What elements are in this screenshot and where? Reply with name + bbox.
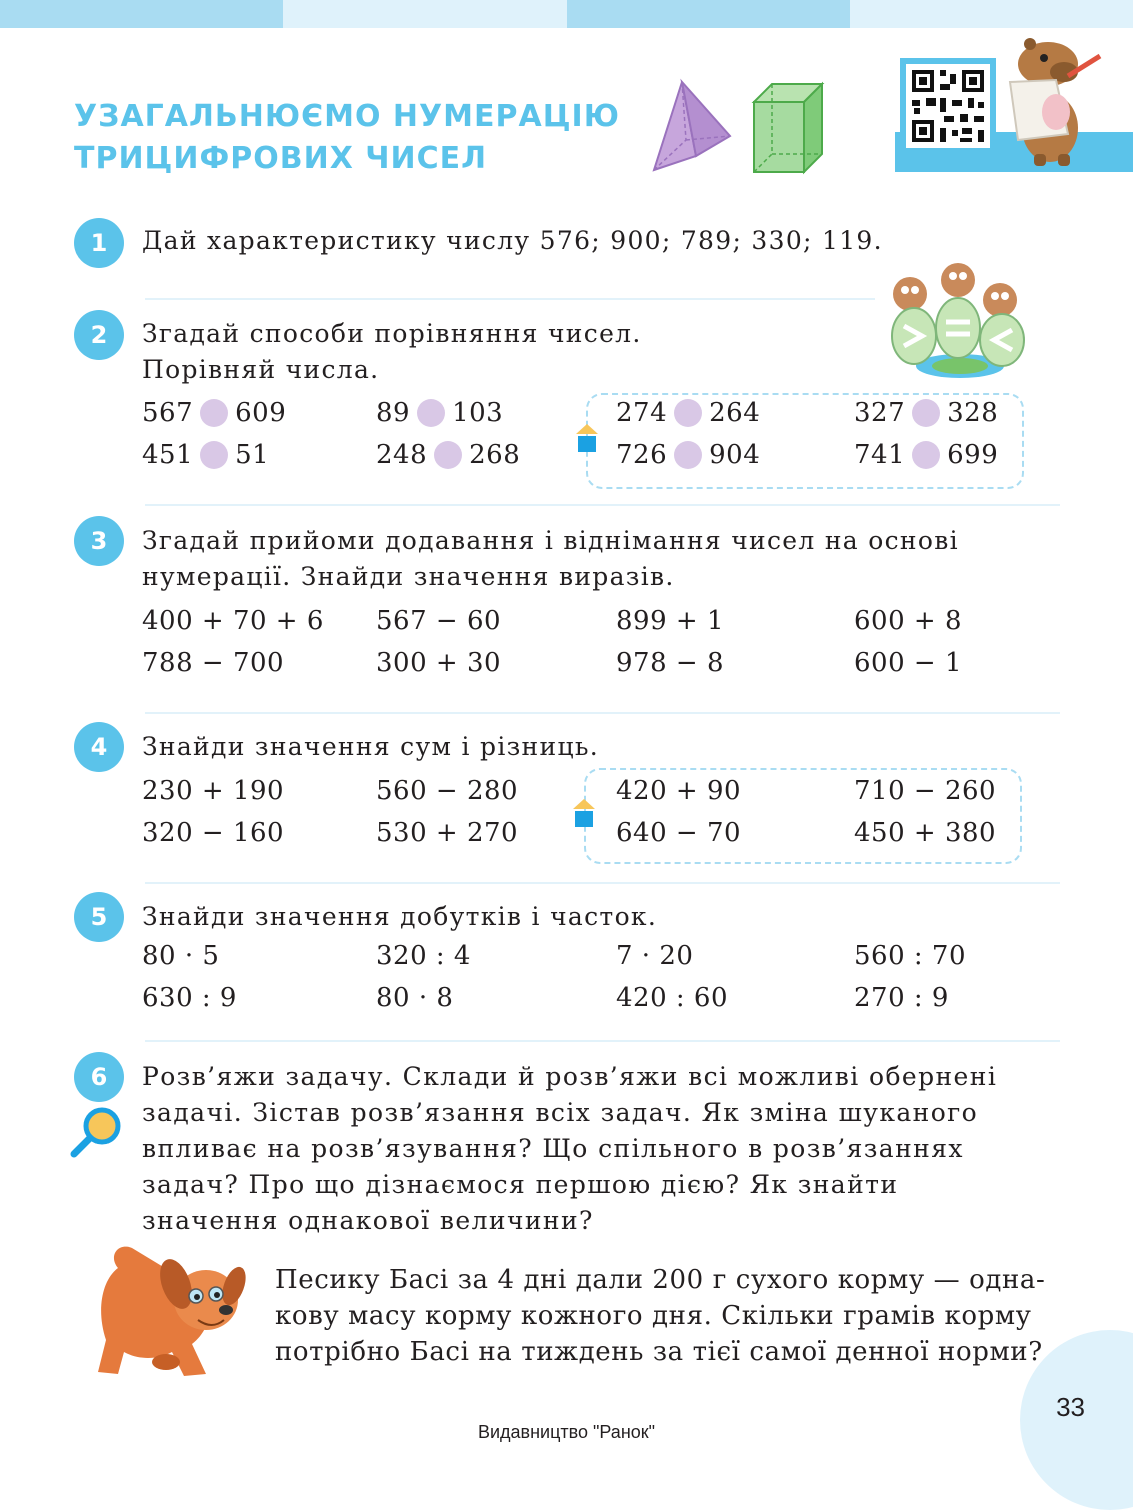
compare-pair: 451 51: [142, 440, 270, 470]
separator: [145, 712, 1060, 714]
exercise-number-6: 6: [74, 1052, 124, 1102]
expression: 80 · 5: [142, 941, 220, 971]
compare-pair: 248 268: [376, 440, 521, 470]
expression: 420 : 60: [616, 983, 728, 1013]
exercise-6-line: Розв’яжи задачу. Склади й розв’яжи всі можливі обернені: [142, 1062, 998, 1091]
expression: 80 · 8: [376, 983, 454, 1013]
compare-circle[interactable]: [912, 441, 940, 469]
expression: 320 : 4: [376, 941, 471, 971]
expression: 560 : 70: [854, 941, 966, 971]
expression: 320 − 160: [142, 818, 285, 848]
compare-pair: 274 264: [616, 398, 761, 428]
exercise-number-1: 1: [74, 218, 124, 268]
page-number: 33: [1056, 1392, 1085, 1422]
exercise-4-text: Знайди значення сум і різниць.: [142, 732, 600, 761]
compare-pair: 567 609: [142, 398, 287, 428]
compare-pair: 726 904: [616, 440, 761, 470]
exercise-2-text-1: Згадай способи порівняння чисел.: [142, 319, 642, 348]
title-line-1: УЗАГАЛЬНЮЄМО НУМЕРАЦІЮ: [74, 99, 620, 134]
house-marker-icon: [576, 424, 598, 454]
expression: 788 − 700: [142, 648, 285, 678]
expression: 640 − 70: [616, 818, 742, 848]
word-problem-line: Песику Басі за 4 дні дали 200 г сухого корму — одна-: [275, 1265, 1046, 1295]
compare-circle[interactable]: [674, 441, 702, 469]
separator: [145, 1040, 1060, 1042]
compare-circle[interactable]: [912, 399, 940, 427]
qr-code-icon[interactable]: [900, 58, 996, 154]
top-bar-segment: [850, 0, 1133, 28]
house-marker-icon: [573, 799, 595, 829]
expression: 710 − 260: [854, 776, 997, 806]
capybara-illustration: [1000, 36, 1120, 168]
compare-signs-characters-illustration: [888, 262, 1033, 382]
exercise-6-line: значення однакової величини?: [142, 1206, 594, 1235]
expression: 600 + 8: [854, 606, 962, 636]
cube-illustration: [750, 80, 828, 176]
magnifier-icon: [68, 1106, 124, 1160]
word-problem-text: [275, 1262, 1045, 1370]
exercise-2-text-2: Порівняй числа.: [142, 355, 380, 384]
exercise-5-text: Знайди значення добутків і часток.: [142, 902, 658, 931]
publisher-footer: Видавництво "Ранок": [477, 1422, 656, 1442]
expression: 567 − 60: [376, 606, 502, 636]
expression: 560 − 280: [376, 776, 519, 806]
separator: [145, 504, 1060, 506]
exercise-6-text: [142, 1059, 997, 1239]
page-title: [74, 96, 620, 180]
separator: [145, 298, 875, 300]
compare-pair: 327 328: [854, 398, 999, 428]
compare-circle[interactable]: [434, 441, 462, 469]
top-bar-segment: [283, 0, 567, 28]
exercise-number-4: 4: [74, 722, 124, 772]
compare-circle[interactable]: [417, 399, 445, 427]
exercise-number-2: 2: [74, 310, 124, 360]
compare-circle[interactable]: [200, 399, 228, 427]
compare-circle[interactable]: [674, 399, 702, 427]
expression: 630 : 9: [142, 983, 237, 1013]
title-line-2: ТРИЦИФРОВИХ ЧИСЕЛ: [74, 141, 488, 176]
expression: 450 + 380: [854, 818, 997, 848]
exercise-6-line: впливає на розв’язування? Що спільного в розв’язаннях: [142, 1134, 964, 1163]
expression: 270 : 9: [854, 983, 949, 1013]
compare-circle[interactable]: [200, 441, 228, 469]
exercise-3-text-1: Згадай прийоми додавання і віднімання чисел на основі: [142, 526, 959, 555]
pyramid-illustration: [650, 78, 736, 176]
compare-pair: 89 103: [376, 398, 504, 428]
top-bar-segment: [567, 0, 850, 28]
word-problem-line: потрібно Басі на тиждень за тієї самої денної норми?: [275, 1337, 1043, 1367]
expression: 300 + 30: [376, 648, 502, 678]
exercise-6-line: задач? Про що дізнаємося першою дією? Як знайти: [142, 1170, 899, 1199]
dog-illustration: [88, 1240, 246, 1392]
separator: [145, 882, 1060, 884]
expression: 530 + 270: [376, 818, 519, 848]
top-bar-segment: [0, 0, 283, 28]
expression: 978 − 8: [616, 648, 724, 678]
word-problem-line: кову масу корму кожного дня. Скільки грамів корму: [275, 1301, 1032, 1331]
exercise-1-text: Дай характеристику числу 576; 900; 789; 330; 119.: [142, 226, 883, 255]
expression: 420 + 90: [616, 776, 742, 806]
expression: 600 − 1: [854, 648, 962, 678]
exercise-number-3: 3: [74, 516, 124, 566]
exercise-6-line: задачі. Зістав розв’язання всіх задач. Як зміна шуканого: [142, 1098, 979, 1127]
expression: 230 + 190: [142, 776, 285, 806]
exercise-3-text-2: нумерації. Знайди значення виразів.: [142, 562, 675, 591]
compare-pair: 741 699: [854, 440, 999, 470]
expression: 7 · 20: [616, 941, 694, 971]
expression: 899 + 1: [616, 606, 724, 636]
expression: 400 + 70 + 6: [142, 606, 324, 636]
exercise-number-5: 5: [74, 892, 124, 942]
